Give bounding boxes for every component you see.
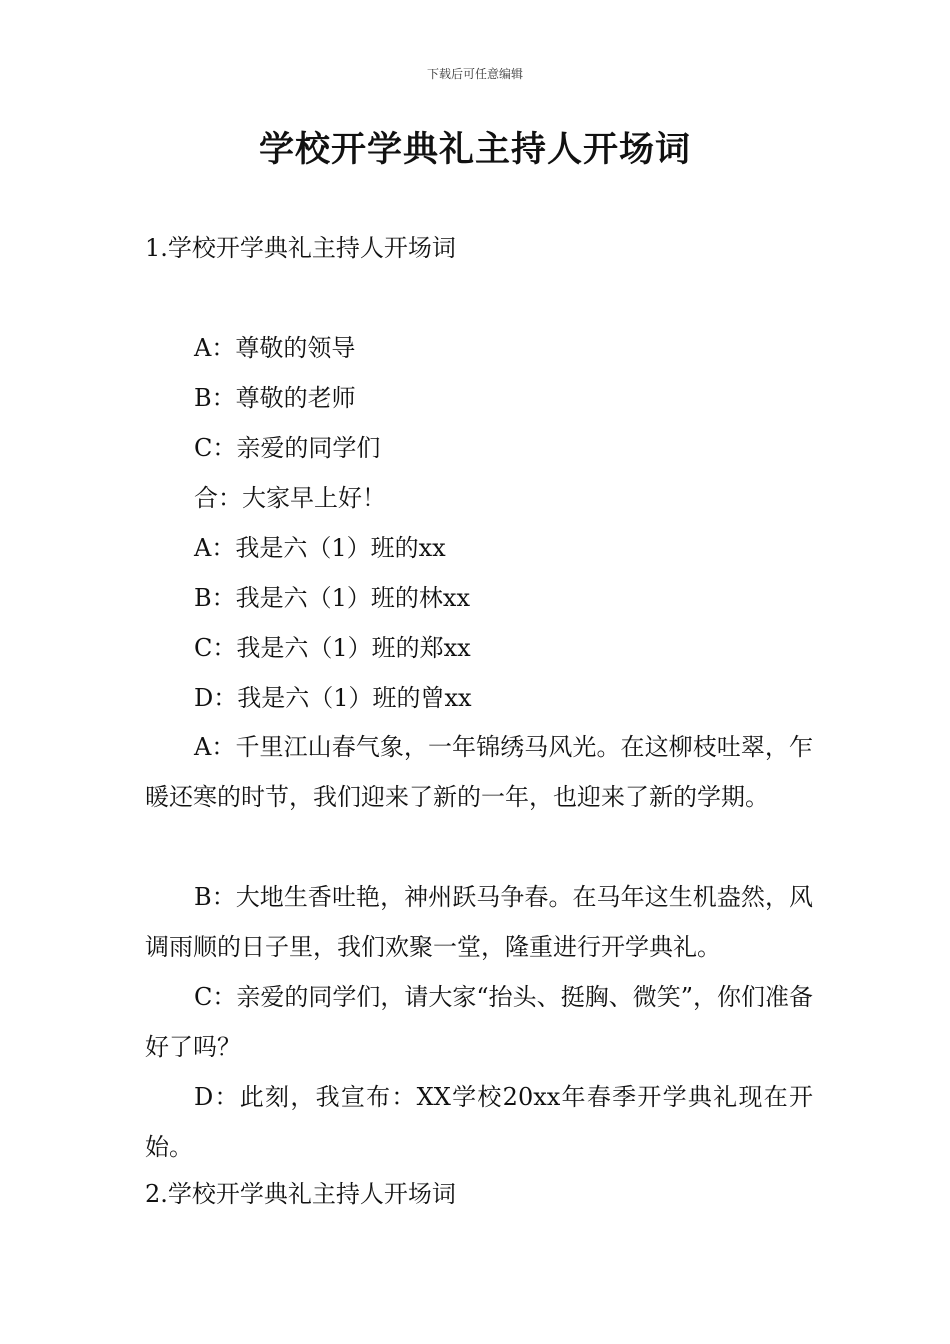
- header-note: 下载后可任意编辑: [426, 67, 523, 81]
- dialogue-line: B：尊敬的老师: [194, 384, 356, 412]
- dialogue-paragraph: B：大地生香吐艳，神州跃马争春。在马年这生机盎然，风调雨顺的日子里，我们欢聚一堂，隆重进行开学典礼。: [145, 883, 813, 961]
- dialogue-line: B：我是六（1）班的林xx: [194, 584, 470, 612]
- dialogue-line: A：我是六（1）班的xx: [194, 534, 446, 562]
- section-heading-2: 2.学校开学典礼主持人开场词: [145, 1180, 456, 1208]
- dialogue-line: C：我是六（1）班的郑xx: [194, 634, 471, 662]
- dialogue-line: D：我是六（1）班的曾xx: [194, 684, 472, 712]
- dialogue-paragraph: A：千里江山春气象，一年锦绣马风光。在这柳枝吐翠，乍暖还寒的时节，我们迎来了新的一年，也迎来了新的学期。: [145, 733, 813, 811]
- dialogue-line: 合：大家早上好！: [194, 484, 386, 512]
- dialogue-line: C：亲爱的同学们: [194, 434, 381, 462]
- dialogue-paragraph: D：此刻，我宣布：XX学校20xx年春季开学典礼现在开始。: [145, 1083, 813, 1161]
- document-title: 学校开学典礼主持人开场词: [258, 130, 691, 170]
- dialogue-line: A：尊敬的领导: [194, 334, 356, 362]
- section-heading-1: 1.学校开学典礼主持人开场词: [145, 234, 456, 262]
- dialogue-paragraph: C：亲爱的同学们，请大家“抬头、挺胸、微笑”，你们准备好了吗？: [145, 983, 813, 1061]
